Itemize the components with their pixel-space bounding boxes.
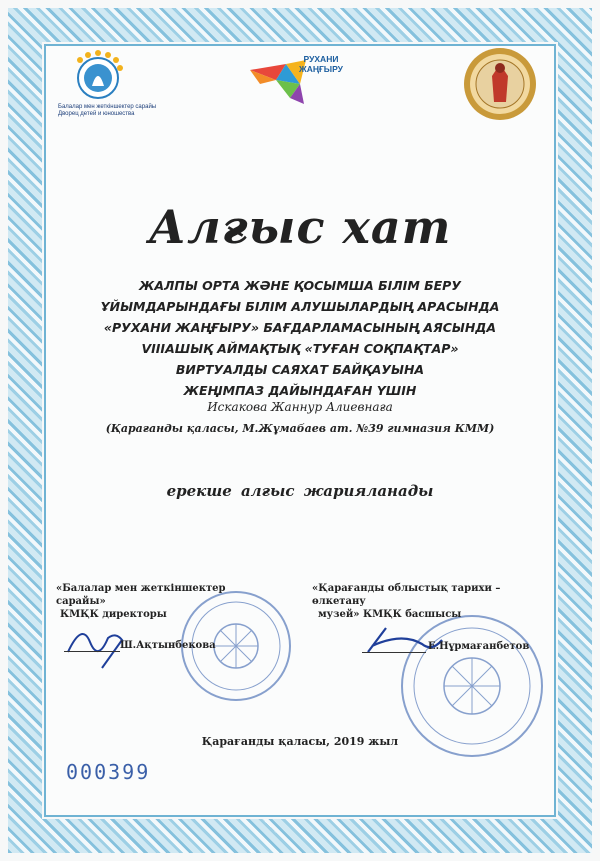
recipient-organization: (Қарағанды қаласы, М.Жұмабаев ат. №39 гимназия КММ) [105, 422, 495, 435]
signer-right-org: «Қарағанды облыстық тарихи – өлкетану [312, 583, 501, 607]
signature-line-left [64, 651, 120, 652]
signer-right-name: Е.Нұрмағанбетов [428, 641, 530, 652]
palace-caption-ru: Дворец детей и юношества [58, 111, 135, 117]
city-and-year: Қарағанды қаласы, 2019 жыл [201, 735, 399, 748]
signer-left-org: «Балалар мен жеткіншектер сарайы» [56, 583, 226, 607]
award-reason [70, 275, 530, 401]
signer-left-position: КМҚК директоры [60, 609, 167, 620]
signer-right-title [312, 582, 552, 621]
heading-line: ЖЕҢІМПАЗ ДАЙЫНДАҒАН ҮШІН [183, 383, 417, 398]
signer-right-position: музей» КМҚК басшысы [318, 609, 462, 620]
signature-line-right [362, 652, 426, 653]
heading-line: «РУХАНИ ЖАҢҒЫРУ» БАҒДАРЛАМАСЫНЫҢ АЯСЫНДА [103, 320, 497, 335]
rukhani-word: РУХАНИ [303, 54, 339, 64]
serial-number: 000399 [66, 760, 151, 784]
palace-caption-kz: Балалар мен жеткіншектер сарайы [58, 104, 157, 110]
museum-seal-icon [462, 46, 538, 122]
heading-line: ҰЙЫМДАРЫНДАҒЫ БІЛІМ АЛУШЫЛАРДЫҢ АРАСЫНДА [100, 299, 500, 314]
document-title: Алғыс хат [148, 200, 452, 254]
zhangyru-word: ЖАҢҒЫРУ [299, 64, 343, 74]
gratitude-statement: ерекше алғыс жарияланады [166, 482, 434, 500]
heading-line: VIIIАШЫҚ АЙМАҚТЫҚ «ТУҒАН СОҚПАҚТАР» [141, 341, 459, 356]
rukhani-zhangyru-title [276, 54, 366, 74]
signer-left-name: Ш.Ақтынбекова [120, 640, 216, 651]
recipient-name: Искакова Жаннур Алиевнаға [207, 400, 393, 414]
heading-line: ЖАЛПЫ ОРТА ЖӘНЕ ҚОСЫМША БІЛІМ БЕРУ [139, 278, 461, 293]
heading-line: ВИРТУАЛДЫ САЯХАТ БАЙҚАУЫНА [175, 362, 425, 377]
palace-logo-caption [58, 104, 178, 118]
